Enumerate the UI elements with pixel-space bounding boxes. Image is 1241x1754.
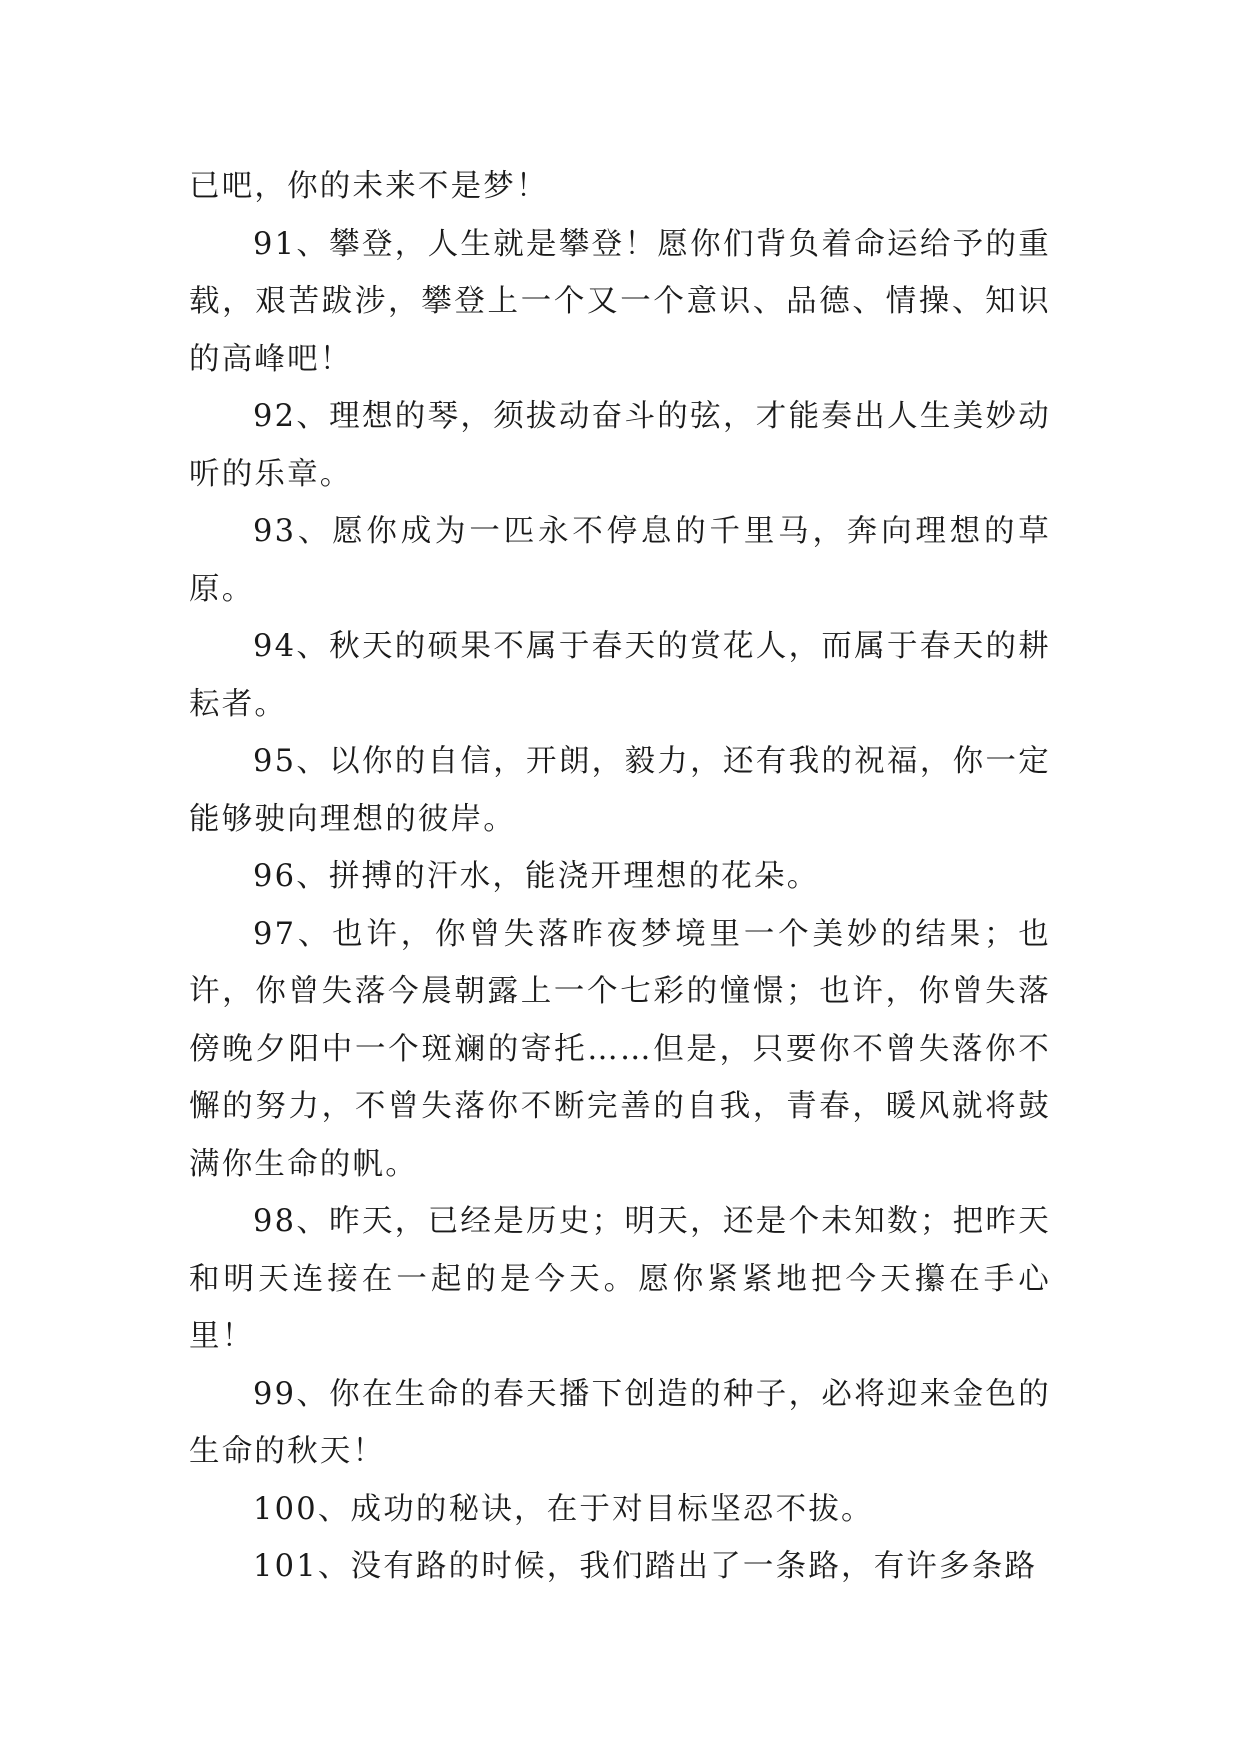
paragraph-item-95: 95、以你的自信，开朗，毅力，还有我的祝福，你一定能够驶向理想的彼岸。 <box>189 744 1051 837</box>
paragraph-item-92: 92、理想的琴，须拔动奋斗的弦，才能奏出人生美妙动听的乐章。 <box>189 399 1051 492</box>
paragraph-item-101: 101、没有路的时候，我们踏出了一条路，有许多条路 <box>253 1549 1038 1584</box>
document-body <box>189 158 1051 1596</box>
paragraph-item-99: 99、你在生命的春天播下创造的种子，必将迎来金色的生命的秋天！ <box>189 1376 1051 1469</box>
paragraph-item-97: 97、也许，你曾失落昨夜梦境里一个美妙的结果；也许，你曾失落今晨朝露上一个七彩的憧憬；也许，你曾失落傍晚夕阳中一个斑斓的寄托……但是，只要你不曾失落你不懈的努力，不曾失落你不断完善的自我，青春，暖风就将鼓满你生命的帆。 <box>189 916 1051 1182</box>
paragraph-item-94: 94、秋天的硕果不属于春天的赏花人，而属于春天的耕耘者。 <box>189 629 1051 722</box>
paragraph-continuation: 已吧，你的未来不是梦！ <box>189 169 549 204</box>
paragraph-item-93: 93、愿你成为一匹永不停息的千里马，奔向理想的草原。 <box>189 514 1051 607</box>
paragraph-item-100: 100、成功的秘诀，在于对目标坚忍不拔。 <box>253 1491 874 1527</box>
paragraph-item-98: 98、昨天，已经是历史；明天，还是个未知数；把昨天和明天连接在一起的是今天。愿你紧紧地把今天攥在手心里！ <box>189 1204 1051 1354</box>
paragraph-item-91: 91、攀登，人生就是攀登！愿你们背负着命运给予的重载，艰苦跋涉，攀登上一个又一个意识、品德、情操、知识的高峰吧！ <box>189 226 1051 377</box>
paragraph-item-96: 96、拼搏的汗水，能浇开理想的花朵。 <box>253 859 820 894</box>
